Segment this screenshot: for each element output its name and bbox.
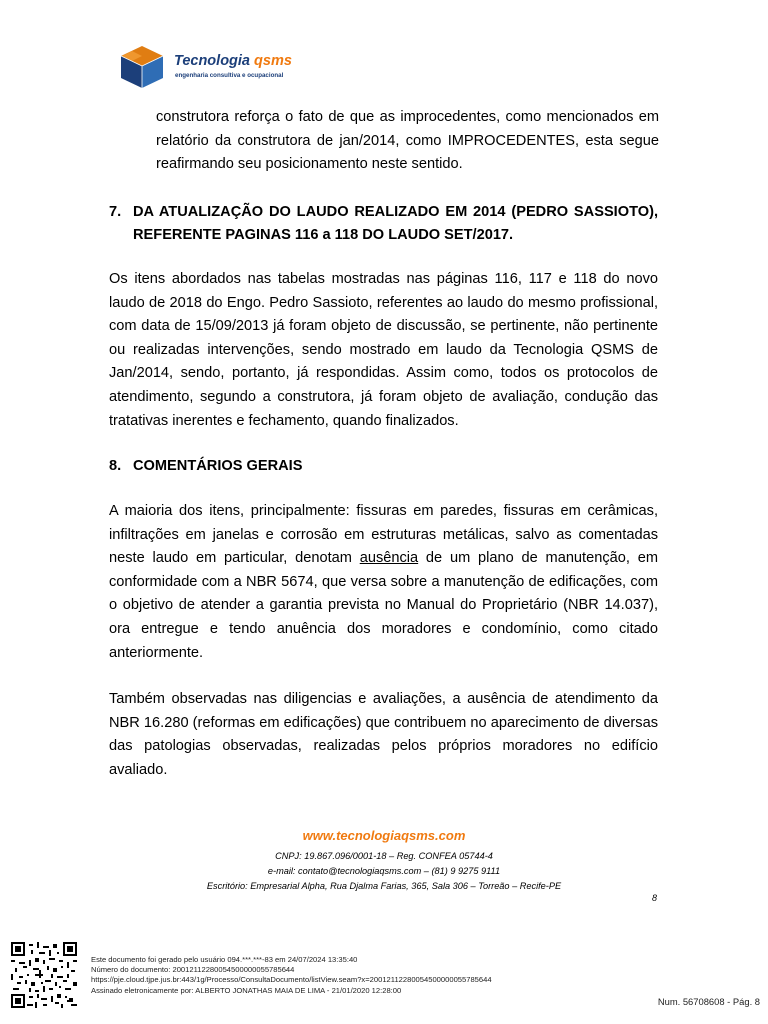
page-number: 8 (652, 893, 658, 903)
section-8-p1-before: A maioria dos itens, principalmente: fissuras em paredes, fissuras em cerâmicas, infiltrações em janelas e corrosão em estruturas metálicas, salvo as comentadas neste laudo em particular, denotam (109, 503, 658, 567)
footer-cnpj: CNPJ: 19.867.096/0001-18 – Reg. CONFEA 05744-4 (275, 851, 493, 861)
logo-name-accent: qsms (254, 53, 292, 69)
qr-code-icon (11, 942, 77, 1008)
logo-cube-icon (118, 44, 168, 90)
footer-contact: e-mail: contato@tecnologiaqsms.com – (81) 9 9275 9111 (267, 866, 501, 876)
section-8-number: 8. (109, 458, 122, 474)
underlined-term: ausência (359, 550, 419, 567)
signature-block (91, 955, 492, 996)
logo-tagline: engenharia consultiva e ocupacional (175, 72, 284, 79)
signature-url: https://pje.cloud.tjpe.jus.br:443/1g/Processo/ConsultaDocumento/listView.seam?x=20012112280054500000055785644 (91, 975, 492, 985)
section-7-heading (109, 201, 658, 247)
signature-document-number: Número do documento: 20012112280054500000055785644 (91, 965, 295, 975)
section-7-paragraph: Os itens abordados nas tabelas mostradas nas páginas 116, 117 e 118 do novo laudo de 2018 do Engo. Pedro Sassioto, referentes ao laudo do mesmo profissional, com data de 15/09/2013 já foram objeto de discussão, se pertinente, não pertinente ou realizadas intervenções, sendo mostrado em laudo da Tecnologia QSMS de Jan/2014, sendo, portanto, já respondidas. Assim como, todos os protocolos de atendimento, segundo a construtora, já foram objeto de avaliação, condução das tratativas inerentes e fechamento, quando finalizados. (109, 271, 658, 429)
section-8-heading (109, 455, 658, 478)
section-8-paragraph-2: Também observadas nas diligencias e avaliações, a ausência de atendimento da NBR 16.280 (reformas em edificações) que contribuem no aparecimento de diversas das patologias observadas, realizadas pelos próprios moradores no edifício avaliado. (109, 691, 658, 778)
footer-website: www.tecnologiaqsms.com (302, 828, 466, 843)
section-7-title: DA ATUALIZAÇÃO DO LAUDO REALIZADO EM 2014 (PEDRO SASSIOTO), REFERENTE PAGINAS 116 a 118 DO LAUDO SET/2017. (133, 204, 658, 243)
footer-office: Escritório: Empresarial Alpha, Rua Djalma Farias, 365, Sala 306 – Torreão – Recife-PE (206, 881, 562, 891)
logo-wordmark (174, 53, 292, 69)
signature-signed-by: Assinado eletronicamente por: ALBERTO JONATHAS MAIA DE LIMA - 21/01/2020 12:28:00 (91, 985, 402, 995)
section-8-p1-after: de um plano de manutenção, em conformidade com a NBR 5674, que versa sobre a manutenção de edificações, com o objetivo de atender a garantia prevista no Manual do Proprietário (NBR 14.037), ora entregue e tendo anuência dos moradores e condomínio, como citado anteriormente. (109, 550, 658, 661)
document-page-reference: Num. 56708608 - Pág. 8 (657, 996, 760, 1007)
intro-paragraph: construtora reforça o fato de que as improcedentes, como mencionados em relatório da construtora de jan/2014, como IMPROCEDENTES, esta segue reafirmando seu posicionamento neste sentido. (156, 109, 659, 173)
section-7-number: 7. (109, 204, 122, 220)
logo-name-main: Tecnologia (174, 53, 250, 69)
section-8-paragraph-1 (109, 500, 658, 665)
section-8-title: COMENTÁRIOS GERAIS (133, 458, 303, 474)
signature-generated-line: Este documento foi gerado pelo usuário 094.***.***-83 em 24/07/2024 13:35:40 (91, 955, 358, 964)
